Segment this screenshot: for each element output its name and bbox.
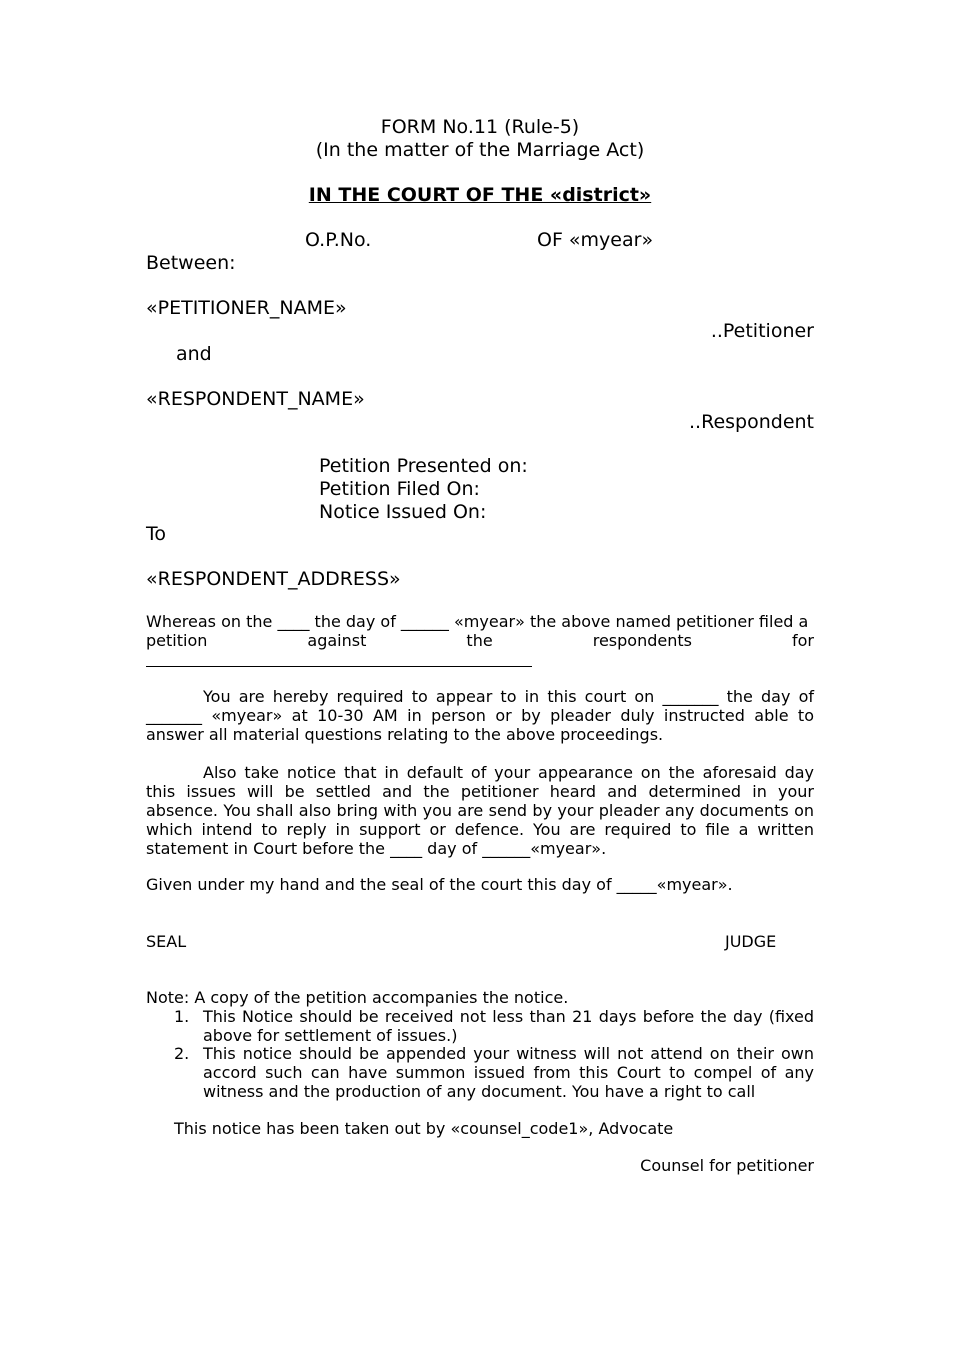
note-text: This notice should be appended your witness will not attend on their own accord such can have summon issued from this Court to compel of any witness and the production of any document. You have a right to call: [203, 1044, 814, 1101]
note-number: 2.: [174, 1044, 190, 1063]
and-label: and: [176, 343, 212, 365]
petition-filed: Petition Filed On:: [319, 478, 480, 500]
whereas-line-2: petition against the respondents for: [146, 631, 814, 650]
to-label: To: [146, 523, 167, 545]
between-label: Between:: [146, 252, 236, 274]
respondent-name: «RESPONDENT_NAME»: [146, 388, 365, 410]
counsel-label: Counsel for petitioner: [640, 1156, 814, 1175]
note-item: [174, 1007, 814, 1045]
respondent-role: ..Respondent: [689, 411, 814, 433]
petitioner-name: «PETITIONER_NAME»: [146, 297, 347, 319]
default-paragraph: Also take notice that in default of your appearance on the aforesaid day this issues will be settled and the petitioner heard and determined in your absence. You shall also bring with you are send by your pleader any documents on which intend to reply in support or defence. You are required to file a written statement in Court before the ____ day of ______«myear».: [146, 763, 814, 858]
blank-underline: [146, 666, 532, 667]
op-no-label: O.P.No.: [305, 229, 372, 251]
matter-line: (In the matter of the Marriage Act): [315, 139, 645, 161]
respondent-address: «RESPONDENT_ADDRESS»: [146, 568, 401, 590]
note-item: [174, 1044, 814, 1101]
judge-label: JUDGE: [725, 932, 777, 951]
given-under-hand: Given under my hand and the seal of the court this day of _____«myear».: [146, 875, 733, 894]
petitioner-role: ..Petitioner: [710, 320, 814, 342]
petition-presented: Petition Presented on:: [319, 455, 528, 477]
appear-paragraph: You are hereby required to appear to in this court on _______ the day of _______ «myear» at 10-30 AM in person or by pleader duly instructed able to answer all material questions relating to the above proceedings.: [146, 687, 814, 744]
notice-issued: Notice Issued On:: [319, 501, 487, 523]
whereas-line-1: Whereas on the ____ the day of ______ «myear» the above named petitioner filed a: [146, 612, 809, 631]
note-heading: Note: A copy of the petition accompanies the notice.: [146, 988, 569, 1007]
court-heading: IN THE COURT OF THE «district»: [308, 184, 652, 206]
note-number: 1.: [174, 1007, 190, 1026]
of-year: OF «myear»: [537, 229, 654, 251]
taken-out-line: This notice has been taken out by «counsel_code1», Advocate: [174, 1119, 674, 1138]
seal-label: SEAL: [146, 932, 187, 951]
note-text: This Notice should be received not less than 21 days before the day (fixed above for settlement of issues.): [203, 1007, 814, 1045]
form-title: FORM No.11 (Rule-5): [380, 116, 580, 138]
